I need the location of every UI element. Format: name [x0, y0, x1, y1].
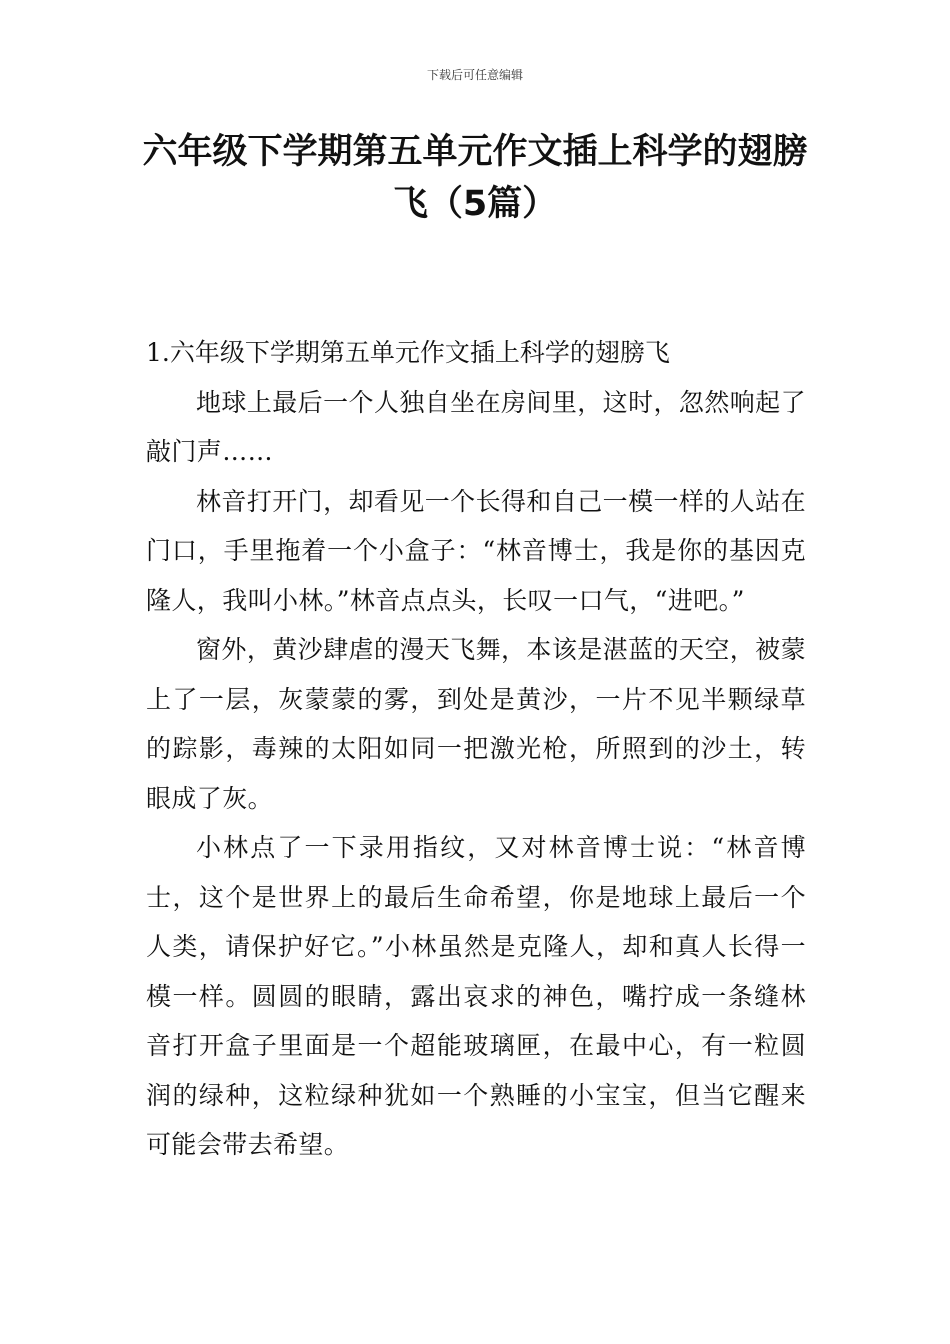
- paragraph-4: 小林点了一下录用指纹，又对林音博士说：“林音博士，这个是世界上的最后生命希望，你是地球上最后一个人类，请保护好它。”小林虽然是克隆人，却和真人长得一模一样。圆圆的眼睛，露出哀求的神色，嘴拧成一条缝林音打开盒子里面是一个超能玻璃匣，在最中心，有一粒圆润的绿种，这粒绿种犹如一个熟睡的小宝宝，但当它醒来可能会带去希望。: [146, 833, 806, 1159]
- paragraph-3: 窗外，黄沙肆虐的漫天飞舞，本该是湛蓝的天空，被蒙上了一层，灰蒙蒙的雾，到处是黄沙，一片不见半颗绿草的踪影，毒辣的太阳如同一把激光枪，所照到的沙土，转眼成了灰。: [146, 635, 806, 813]
- section-heading: 1.六年级下学期第五单元作文插上科学的翅膀飞: [146, 338, 670, 367]
- document-title: 六年级下学期第五单元作文插上科学的翅膀飞（5篇）: [142, 132, 808, 224]
- document-body: [146, 328, 806, 1170]
- header-note: 下载后可任意编辑: [426, 68, 523, 82]
- paragraph-1: 地球上最后一个人独自坐在房间里，这时，忽然响起了敲门声……: [146, 387, 806, 466]
- paragraph-2: 林音打开门，却看见一个长得和自己一模一样的人站在门口，手里拖着一个小盒子：“林音博士，我是你的基因克隆人，我叫小林。”林音点点头，长叹一口气，“进吧。”: [146, 486, 806, 615]
